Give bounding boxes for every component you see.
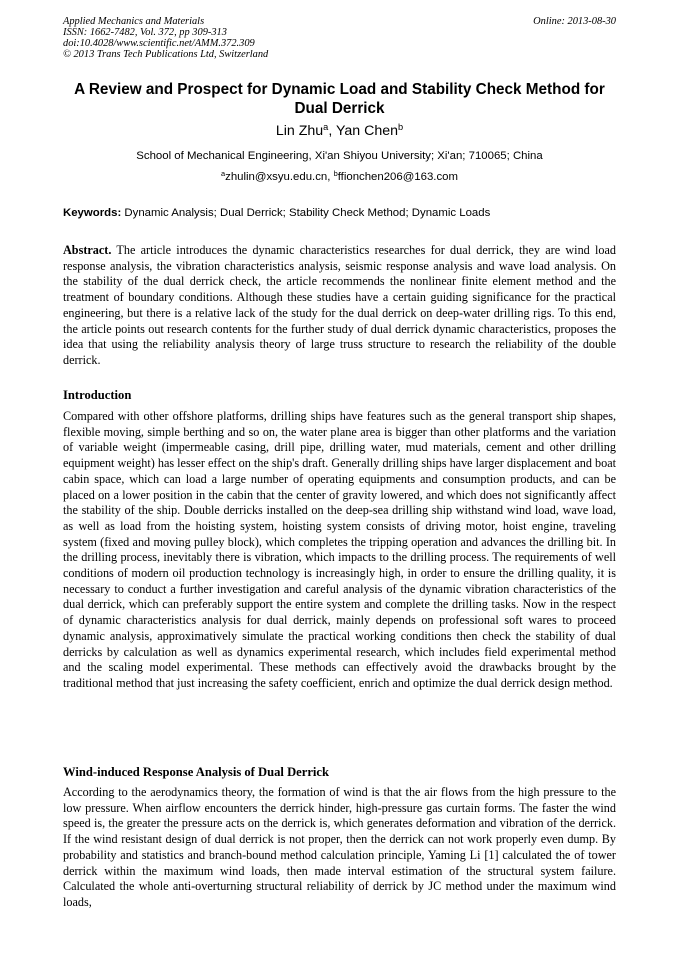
copyright-line: © 2013 Trans Tech Publications Ltd, Switzerland [63, 49, 269, 60]
paper-title: A Review and Prospect for Dynamic Load and Stability Check Method for Dual Derrick [74, 81, 605, 117]
section-heading-introduction: Introduction [63, 388, 132, 402]
author-separator: , [328, 123, 336, 139]
abstract-paragraph [63, 243, 616, 369]
email-address: ffionchen206@163.com [337, 171, 458, 183]
author-name: Lin Zhu [275, 123, 324, 139]
email-address: zhulin@xsyu.edu.cn, [225, 171, 334, 183]
email-mark: a [221, 168, 226, 178]
keywords-text: Dynamic Analysis; Dual Derrick; Stability Check Method; Dynamic Loads [121, 207, 491, 219]
keywords-label: Keywords: [63, 207, 122, 219]
author-line [63, 122, 616, 140]
journal-name: Applied Mechanics and Materials [63, 16, 205, 27]
author-affiliation-mark: b [398, 121, 404, 132]
email-mark: b [333, 168, 338, 178]
abstract-text: The article introduces the dynamic characteristics researches for dual derrick, they are wind load response analysis, the vibration characteristics analysis, seismic response analysis and wave load analysis. On the stability of the dual derrick check, the article recommends the nonlinear finite element method and the treatment of boundary conditions. Although these studies have a certain guiding significance for the practical engineering, but there is a relative lack of the study for the dual derrick on deep-water drilling rigs. To this end, the article points out research contents for the further study of dual derrick dynamic characteristics, proposes the idea that using the reliability analysis theory of large truss structure to research the reliability of the double derrick. [63, 243, 616, 367]
affiliation: School of Mechanical Engineering, Xi'an Shiyou University; Xi'an; 710065; China [136, 150, 543, 162]
section-heading-wind-response: Wind-induced Response Analysis of Dual Derrick [63, 765, 330, 779]
introduction-paragraph: Compared with other offshore platforms, drilling ships have features such as the general transport ship shapes, flexible moving, simple berthing and so on, the water plane area is bigger than other platforms and the variation of variable weight (impermeable casing, drill pipe, drilling water, mud materials, cement and other drilling equipment weight) has lesser effect on the ship's draft. Generally drilling ships have larger displacement and boat cabin space, which can load a large number of operating equipments and consumption products, and can be placed on a lower position in the cabin that the center of gravity lowered, and which does not significantly affect the stability of the ship. Double derricks installed on the deep-sea drilling ship withstand wind load, wave load, as well as load from the hoisting system, hoisting system consists of driving motor, hoist engine, traveling system (fixed and moving pulley block), which completes the tripping operation and advances the drilling bit. In the drilling process, inevitably there is vibration, which impacts to the drilling process. The requirements of well conditions of modern oil production technology is increasingly high, in order to ensure the drilling quality, it is necessary to conduct a further investigation and careful analysis of the dynamic vibration characteristics of the dual derrick, which can preferably support the entire system and complete the drilling tasks. Now in the respect of dynamic characteristics analysis for dual derrick, mainly depends on professional soft wares to proceed dynamic analysis, approximatively simulate the practical working conditions then check the stability of dual derricks by calculation as well as dynamics experimental research, which includes field experimental method and the scaling model experimental. These methods can effectively avoid the drawbacks brought by the traditional method that just increasing the safety coefficient, enrich and optimize the dual derrick design method. [63, 409, 616, 690]
author-name: Yan Chen [335, 123, 399, 139]
keywords-line [63, 206, 616, 221]
wind-response-paragraph: According to the aerodynamics theory, the formation of wind is that the air flows from the high pressure to the low pressure. When airflow encounters the derrick hinder, high-pressure gas curtain forms. The faster the wind speed is, the greater the pressure acts on the derrick is, which generates deformation and vibration of the derrick. If the wind resistant design of dual derrick is not proper, then the derrick can not work properly even dump. By probability and statistics and branch-bound method calculation principle, Yaming Li [1] calculated the of tower derrick within the maximum wind loads, then made interval estimation of the structural system failure. Calculated the whole anti-overturning structural reliability of derrick by JC method under the maximum wind loads, [63, 785, 616, 909]
author-affiliation-mark: a [323, 121, 329, 132]
email-line [63, 170, 616, 185]
journal-metadata [63, 16, 616, 60]
abstract-label: Abstract. [63, 243, 112, 257]
online-date: Online: 2013-08-30 [533, 16, 616, 27]
issn-line: ISSN: 1662-7482, Vol. 372, pp 309-313 [63, 27, 227, 38]
doi-line: doi:10.4028/www.scientific.net/AMM.372.309 [63, 38, 255, 49]
